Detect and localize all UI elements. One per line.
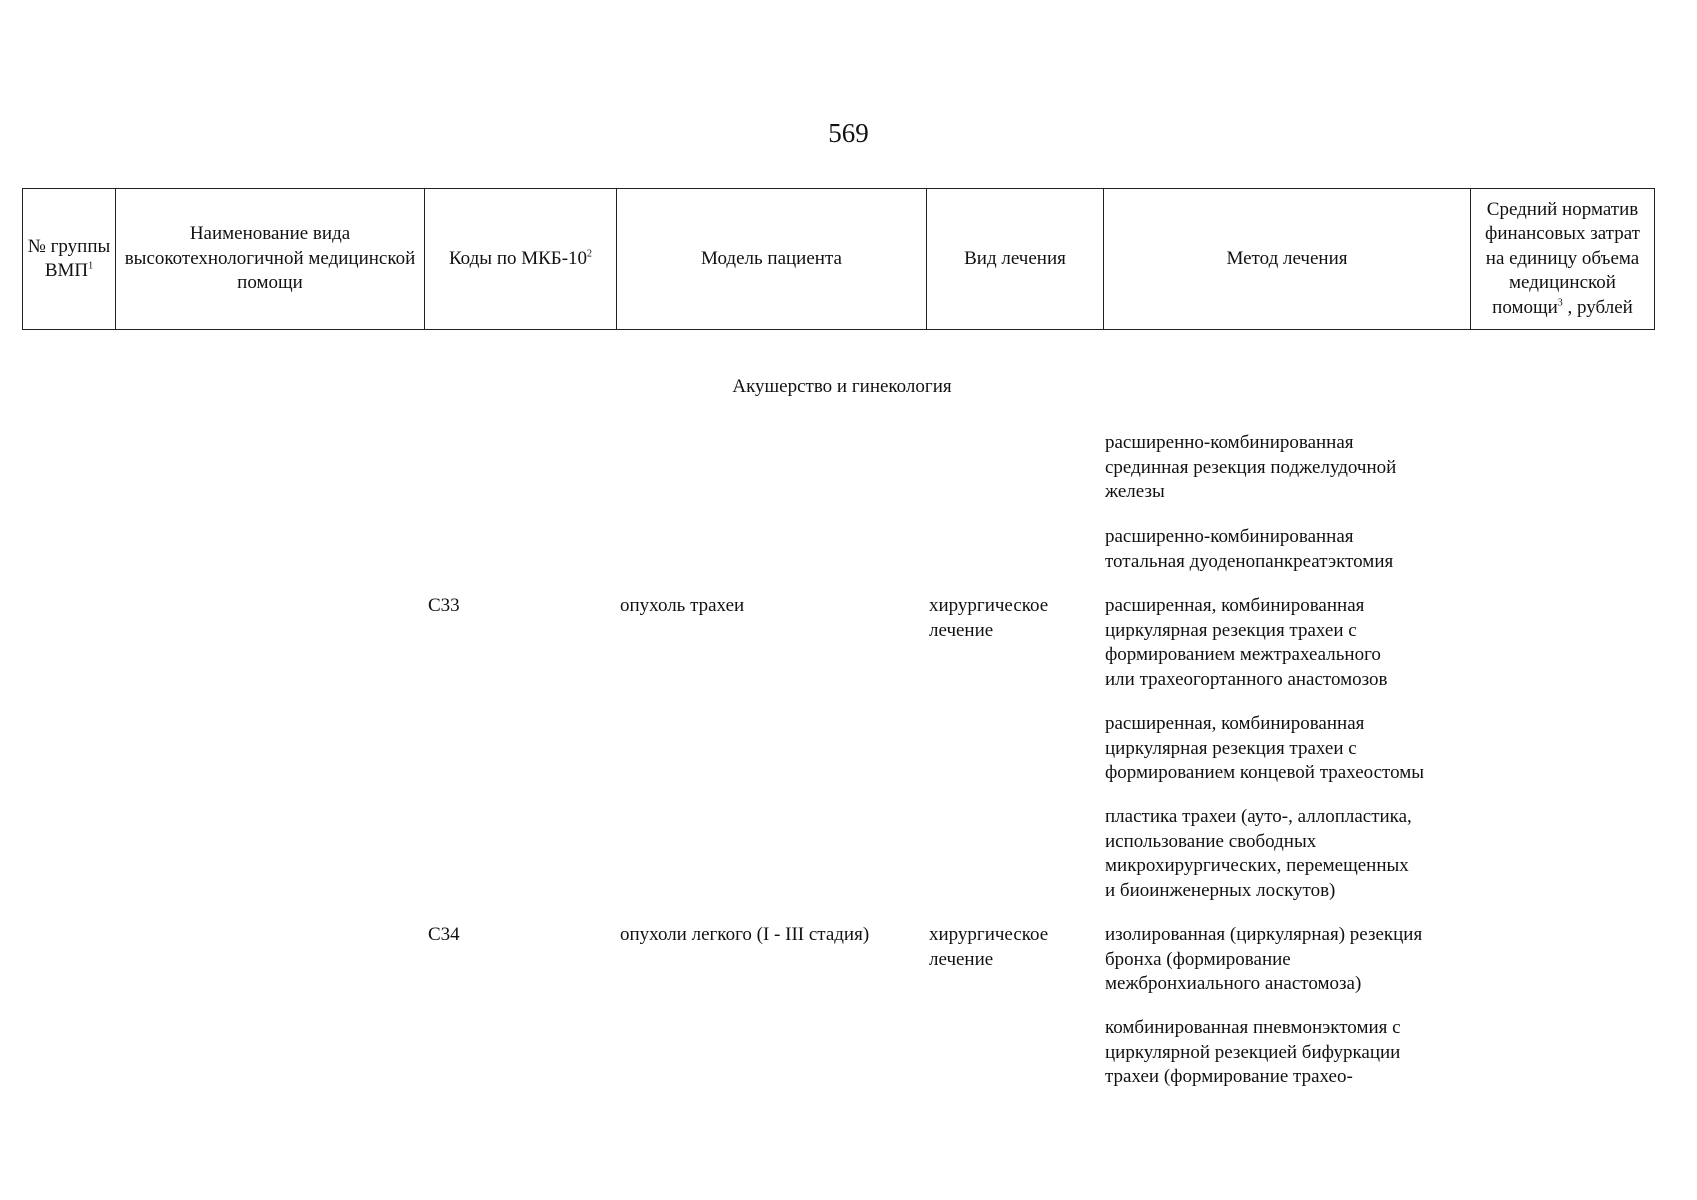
header-icd-codes: Коды по МКБ-$10^2$ [425,189,617,330]
patient-model: опухоли легкого (I - III стадия) [620,924,870,945]
method-item: изолированная (циркулярная) резекция бронха (формирование межбронхиального анастомоза) [1105,924,1423,995]
page-number: 569 [828,118,869,148]
method-item: пластика трахеи (ауто-, аллопластика, использование свободных микрохирургических, перемещенных и биоинженерных лоскутов) [1105,806,1412,901]
treatment-type: хирургическое лечение [929,595,1049,641]
icd-code: С33 [428,595,460,616]
section-title: Акушерство и гинекология [732,376,952,397]
header-patient-model: Модель пациента [617,189,927,330]
method-item: расширенно-комбинированная тотальная дуоденопанкреатэктомия [1105,526,1394,572]
header-treatment-method: Метод лечения [1104,189,1471,330]
patient-model: опухоль трахеи [620,595,745,616]
header-treatment-type: Вид лечения [927,189,1104,330]
header-row [23,189,1655,330]
header-care-type-name: Наименование вида высокотехнологичной медицинской помощи [116,189,425,330]
icd-code: С34 [428,924,460,945]
header-group-number: № группы ВМП$^1$ [23,189,116,330]
method-item: комбинированная пневмонэктомия с циркулярной резекцией бифуркации трахеи (формирование трахео- [1105,1017,1401,1088]
header-financial-norm: Средний норматив финансовых затрат на единицу объема медицинской помощи$^3$ , рублей [1471,189,1655,330]
treatment-type: хирургическое лечение [929,924,1049,970]
table-header [22,188,1655,330]
method-item: расширенная, комбинированная циркулярная резекция трахеи с формированием концевой трахеостомы [1105,713,1425,784]
method-item: расширенная, комбинированная циркулярная резекция трахеи с формированием межтрахеального или трахеогортанного анастомозов [1105,595,1388,690]
method-item: расширенно-комбинированная срединная резекция поджелудочной железы [1105,432,1397,503]
